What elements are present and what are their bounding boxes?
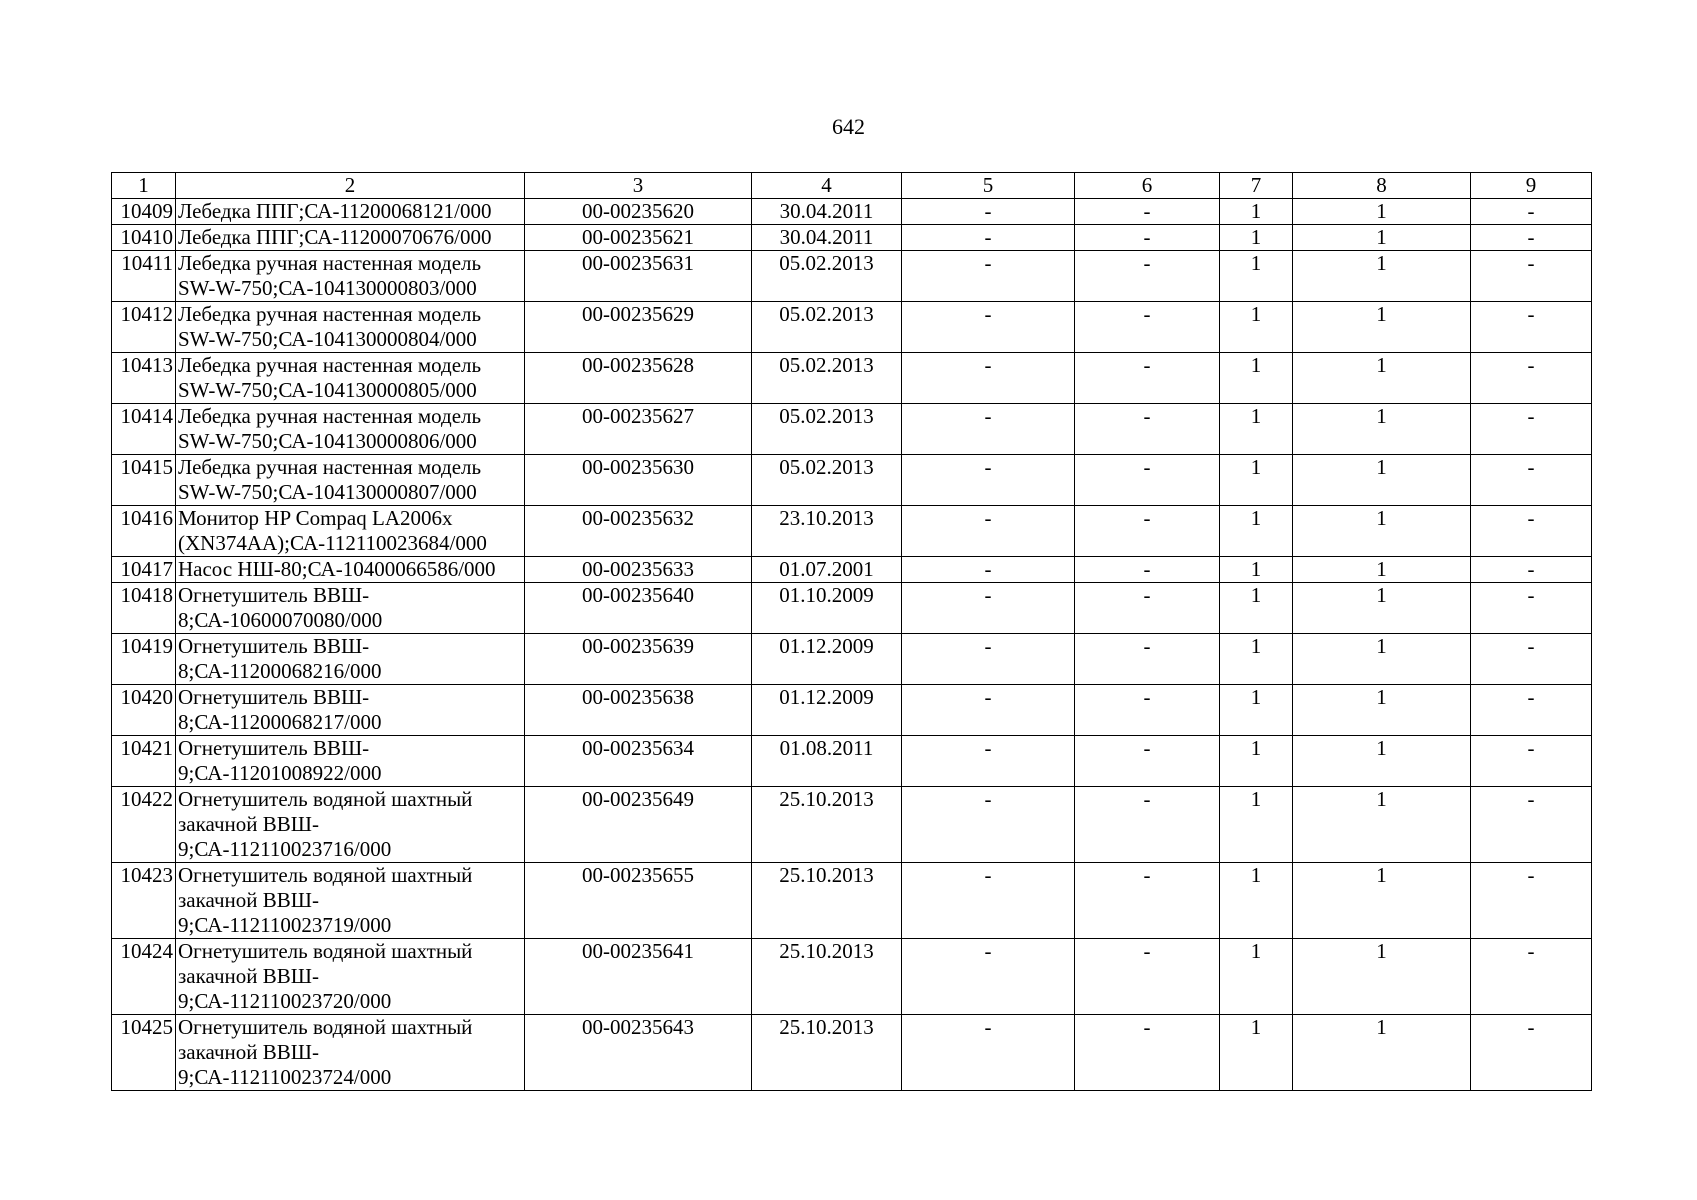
- item-name-line: Огнетушитель ВВШ-: [178, 583, 370, 607]
- inventory-code-cell: 00-00235638: [525, 685, 752, 736]
- col9-cell: -: [1471, 557, 1592, 583]
- table-row: [112, 736, 1592, 787]
- row-number-cell: 10415: [112, 455, 176, 506]
- item-name-cell: [176, 225, 525, 251]
- col9-cell: -: [1471, 634, 1592, 685]
- item-name-cell: [176, 506, 525, 557]
- col8-cell: 1: [1293, 736, 1471, 787]
- col6-cell: -: [1075, 787, 1220, 863]
- col7-cell: 1: [1220, 939, 1293, 1015]
- row-number-cell: 10414: [112, 404, 176, 455]
- table-row: [112, 939, 1592, 1015]
- table-body: [112, 173, 1592, 1091]
- item-name-line: Огнетушитель водяной шахтный: [178, 939, 473, 963]
- date-cell: 25.10.2013: [752, 787, 902, 863]
- item-name-line: SW-W-750;СА-104130000806/000: [178, 429, 477, 453]
- table-row: [112, 251, 1592, 302]
- col8-cell: 1: [1293, 225, 1471, 251]
- item-name-line: Огнетушитель водяной шахтный: [178, 787, 473, 811]
- table-row: [112, 225, 1592, 251]
- item-name-line: 9;СА-112110023719/000: [178, 913, 392, 937]
- item-name-line: Лебедка ручная настенная модель: [178, 251, 482, 275]
- inventory-code-cell: 00-00235649: [525, 787, 752, 863]
- item-name-line: 9;СА-11201008922/000: [178, 761, 382, 785]
- row-number-cell: 10417: [112, 557, 176, 583]
- col5-cell: -: [902, 225, 1075, 251]
- table-row: [112, 506, 1592, 557]
- inventory-code-cell: 00-00235621: [525, 225, 752, 251]
- item-name-cell: [176, 251, 525, 302]
- row-number-cell: 10412: [112, 302, 176, 353]
- row-number-cell: 10413: [112, 353, 176, 404]
- item-name-line: закачной ВВШ-: [178, 812, 319, 836]
- column-header: 8: [1293, 173, 1471, 199]
- col5-cell: -: [902, 685, 1075, 736]
- item-name-line: Лебедка ручная настенная модель: [178, 455, 482, 479]
- table-row: [112, 1015, 1592, 1091]
- row-number-cell: 10424: [112, 939, 176, 1015]
- row-number-cell: 10418: [112, 583, 176, 634]
- item-name-cell: [176, 353, 525, 404]
- inventory-code-cell: 00-00235640: [525, 583, 752, 634]
- table-row: [112, 634, 1592, 685]
- col9-cell: -: [1471, 225, 1592, 251]
- col9-cell: -: [1471, 353, 1592, 404]
- col6-cell: -: [1075, 353, 1220, 404]
- col5-cell: -: [902, 863, 1075, 939]
- table-row: [112, 302, 1592, 353]
- row-number-cell: 10421: [112, 736, 176, 787]
- col7-cell: 1: [1220, 404, 1293, 455]
- date-cell: 05.02.2013: [752, 404, 902, 455]
- col5-cell: -: [902, 251, 1075, 302]
- col8-cell: 1: [1293, 583, 1471, 634]
- table-row: [112, 685, 1592, 736]
- col6-cell: -: [1075, 557, 1220, 583]
- inventory-code-cell: 00-00235632: [525, 506, 752, 557]
- item-name-line: Огнетушитель ВВШ-: [178, 736, 370, 760]
- item-name-line: закачной ВВШ-: [178, 1040, 319, 1064]
- col5-cell: -: [902, 404, 1075, 455]
- item-name-line: 8;СА-11200068216/000: [178, 659, 382, 683]
- col5-cell: -: [902, 557, 1075, 583]
- date-cell: 05.02.2013: [752, 302, 902, 353]
- col9-cell: -: [1471, 455, 1592, 506]
- col5-cell: -: [902, 506, 1075, 557]
- col7-cell: 1: [1220, 302, 1293, 353]
- col8-cell: 1: [1293, 302, 1471, 353]
- inventory-code-cell: 00-00235631: [525, 251, 752, 302]
- date-cell: 01.08.2011: [752, 736, 902, 787]
- col8-cell: 1: [1293, 939, 1471, 1015]
- col7-cell: 1: [1220, 353, 1293, 404]
- item-name-line: 8;СА-10600070080/000: [178, 608, 383, 632]
- item-name-line: 9;СА-112110023716/000: [178, 837, 392, 861]
- item-name-line: Огнетушитель ВВШ-: [178, 634, 370, 658]
- row-number-cell: 10420: [112, 685, 176, 736]
- item-name-cell: [176, 736, 525, 787]
- col7-cell: 1: [1220, 251, 1293, 302]
- row-number-cell: 10411: [112, 251, 176, 302]
- table-row: [112, 353, 1592, 404]
- item-name-line: Огнетушитель водяной шахтный: [178, 863, 473, 887]
- date-cell: 25.10.2013: [752, 863, 902, 939]
- item-name-line: Огнетушитель водяной шахтный: [178, 1015, 473, 1039]
- column-header: 7: [1220, 173, 1293, 199]
- date-cell: 01.12.2009: [752, 685, 902, 736]
- col8-cell: 1: [1293, 199, 1471, 225]
- inventory-code-cell: 00-00235633: [525, 557, 752, 583]
- col8-cell: 1: [1293, 455, 1471, 506]
- col8-cell: 1: [1293, 251, 1471, 302]
- column-header: 3: [525, 173, 752, 199]
- column-header: 6: [1075, 173, 1220, 199]
- date-cell: 30.04.2011: [752, 199, 902, 225]
- inventory-code-cell: 00-00235634: [525, 736, 752, 787]
- item-name-cell: [176, 404, 525, 455]
- inventory-code-cell: 00-00235629: [525, 302, 752, 353]
- item-name-line: Лебедка ППГ;СА-11200070676/000: [178, 225, 492, 249]
- col6-cell: -: [1075, 736, 1220, 787]
- col8-cell: 1: [1293, 404, 1471, 455]
- col5-cell: -: [902, 455, 1075, 506]
- col9-cell: -: [1471, 787, 1592, 863]
- column-header: 2: [176, 173, 525, 199]
- item-name-line: Лебедка ППГ;СА-11200068121/000: [178, 199, 492, 223]
- col5-cell: -: [902, 353, 1075, 404]
- item-name-line: 9;СА-112110023724/000: [178, 1065, 392, 1089]
- col5-cell: -: [902, 634, 1075, 685]
- col9-cell: -: [1471, 199, 1592, 225]
- item-name-line: 9;СА-112110023720/000: [178, 989, 392, 1013]
- item-name-line: Монитор HP Compaq LA2006x: [178, 506, 453, 530]
- column-header: 5: [902, 173, 1075, 199]
- col6-cell: -: [1075, 404, 1220, 455]
- col9-cell: -: [1471, 1015, 1592, 1091]
- inventory-code-cell: 00-00235620: [525, 199, 752, 225]
- item-name-cell: [176, 583, 525, 634]
- date-cell: 05.02.2013: [752, 353, 902, 404]
- col8-cell: 1: [1293, 863, 1471, 939]
- item-name-cell: [176, 199, 525, 225]
- item-name-cell: [176, 685, 525, 736]
- item-name-line: 8;СА-11200068217/000: [178, 710, 382, 734]
- item-name-line: SW-W-750;СА-104130000804/000: [178, 327, 477, 351]
- col6-cell: -: [1075, 225, 1220, 251]
- col6-cell: -: [1075, 1015, 1220, 1091]
- item-name-cell: [176, 634, 525, 685]
- col5-cell: -: [902, 583, 1075, 634]
- row-number-cell: 10419: [112, 634, 176, 685]
- item-name-line: Лебедка ручная настенная модель: [178, 302, 482, 326]
- col6-cell: -: [1075, 455, 1220, 506]
- inventory-code-cell: 00-00235641: [525, 939, 752, 1015]
- col9-cell: -: [1471, 506, 1592, 557]
- row-number-cell: 10422: [112, 787, 176, 863]
- item-name-cell: [176, 302, 525, 353]
- item-name-line: Лебедка ручная настенная модель: [178, 404, 482, 428]
- col7-cell: 1: [1220, 583, 1293, 634]
- item-name-cell: [176, 1015, 525, 1091]
- col8-cell: 1: [1293, 557, 1471, 583]
- column-header: 1: [112, 173, 176, 199]
- date-cell: 25.10.2013: [752, 1015, 902, 1091]
- col7-cell: 1: [1220, 506, 1293, 557]
- date-cell: 05.02.2013: [752, 251, 902, 302]
- table-row: [112, 863, 1592, 939]
- row-number-cell: 10409: [112, 199, 176, 225]
- date-cell: 01.07.2001: [752, 557, 902, 583]
- item-name-cell: [176, 787, 525, 863]
- item-name-line: закачной ВВШ-: [178, 888, 319, 912]
- item-name-line: SW-W-750;СА-104130000803/000: [178, 276, 477, 300]
- col6-cell: -: [1075, 199, 1220, 225]
- item-name-cell: [176, 863, 525, 939]
- item-name-cell: [176, 557, 525, 583]
- col5-cell: -: [902, 199, 1075, 225]
- col6-cell: -: [1075, 506, 1220, 557]
- column-header: 9: [1471, 173, 1592, 199]
- col8-cell: 1: [1293, 353, 1471, 404]
- col6-cell: -: [1075, 583, 1220, 634]
- col9-cell: -: [1471, 939, 1592, 1015]
- col8-cell: 1: [1293, 506, 1471, 557]
- col9-cell: -: [1471, 251, 1592, 302]
- item-name-line: Насос НШ-80;СА-10400066586/000: [178, 557, 496, 581]
- col6-cell: -: [1075, 939, 1220, 1015]
- column-header-row: [112, 173, 1592, 199]
- item-name-cell: [176, 939, 525, 1015]
- col6-cell: -: [1075, 251, 1220, 302]
- item-name-cell: [176, 455, 525, 506]
- col8-cell: 1: [1293, 1015, 1471, 1091]
- table-row: [112, 455, 1592, 506]
- col7-cell: 1: [1220, 199, 1293, 225]
- inventory-code-cell: 00-00235643: [525, 1015, 752, 1091]
- col7-cell: 1: [1220, 736, 1293, 787]
- inventory-table: [111, 172, 1592, 1091]
- inventory-code-cell: 00-00235630: [525, 455, 752, 506]
- table-row: [112, 583, 1592, 634]
- col8-cell: 1: [1293, 685, 1471, 736]
- col6-cell: -: [1075, 634, 1220, 685]
- col5-cell: -: [902, 1015, 1075, 1091]
- date-cell: 30.04.2011: [752, 225, 902, 251]
- col7-cell: 1: [1220, 455, 1293, 506]
- col9-cell: -: [1471, 302, 1592, 353]
- inventory-code-cell: 00-00235639: [525, 634, 752, 685]
- table-row: [112, 404, 1592, 455]
- col5-cell: -: [902, 939, 1075, 1015]
- date-cell: 23.10.2013: [752, 506, 902, 557]
- page-number: 642: [832, 114, 865, 139]
- date-cell: 25.10.2013: [752, 939, 902, 1015]
- col9-cell: -: [1471, 583, 1592, 634]
- col5-cell: -: [902, 302, 1075, 353]
- item-name-line: Огнетушитель ВВШ-: [178, 685, 370, 709]
- row-number-cell: 10416: [112, 506, 176, 557]
- item-name-line: SW-W-750;СА-104130000807/000: [178, 480, 477, 504]
- col5-cell: -: [902, 787, 1075, 863]
- col6-cell: -: [1075, 302, 1220, 353]
- col7-cell: 1: [1220, 863, 1293, 939]
- col5-cell: -: [902, 736, 1075, 787]
- col9-cell: -: [1471, 736, 1592, 787]
- col7-cell: 1: [1220, 685, 1293, 736]
- item-name-line: (XN374AA);СА-11211002368​4/000: [178, 531, 487, 555]
- item-name-line: Лебедка ручная настенная модель: [178, 353, 482, 377]
- item-name-line: SW-W-750;СА-104130000805/000: [178, 378, 477, 402]
- row-number-cell: 10423: [112, 863, 176, 939]
- col6-cell: -: [1075, 685, 1220, 736]
- col9-cell: -: [1471, 404, 1592, 455]
- date-cell: 05.02.2013: [752, 455, 902, 506]
- item-name-line: закачной ВВШ-: [178, 964, 319, 988]
- col8-cell: 1: [1293, 634, 1471, 685]
- col8-cell: 1: [1293, 787, 1471, 863]
- inventory-code-cell: 00-00235655: [525, 863, 752, 939]
- date-cell: 01.10.2009: [752, 583, 902, 634]
- inventory-code-cell: 00-00235628: [525, 353, 752, 404]
- col7-cell: 1: [1220, 634, 1293, 685]
- column-header: 4: [752, 173, 902, 199]
- col7-cell: 1: [1220, 1015, 1293, 1091]
- col9-cell: -: [1471, 685, 1592, 736]
- col7-cell: 1: [1220, 557, 1293, 583]
- row-number-cell: 10425: [112, 1015, 176, 1091]
- table-row: [112, 787, 1592, 863]
- table-row: [112, 557, 1592, 583]
- col9-cell: -: [1471, 863, 1592, 939]
- col6-cell: -: [1075, 863, 1220, 939]
- table-row: [112, 199, 1592, 225]
- col7-cell: 1: [1220, 225, 1293, 251]
- inventory-code-cell: 00-00235627: [525, 404, 752, 455]
- row-number-cell: 10410: [112, 225, 176, 251]
- date-cell: 01.12.2009: [752, 634, 902, 685]
- col7-cell: 1: [1220, 787, 1293, 863]
